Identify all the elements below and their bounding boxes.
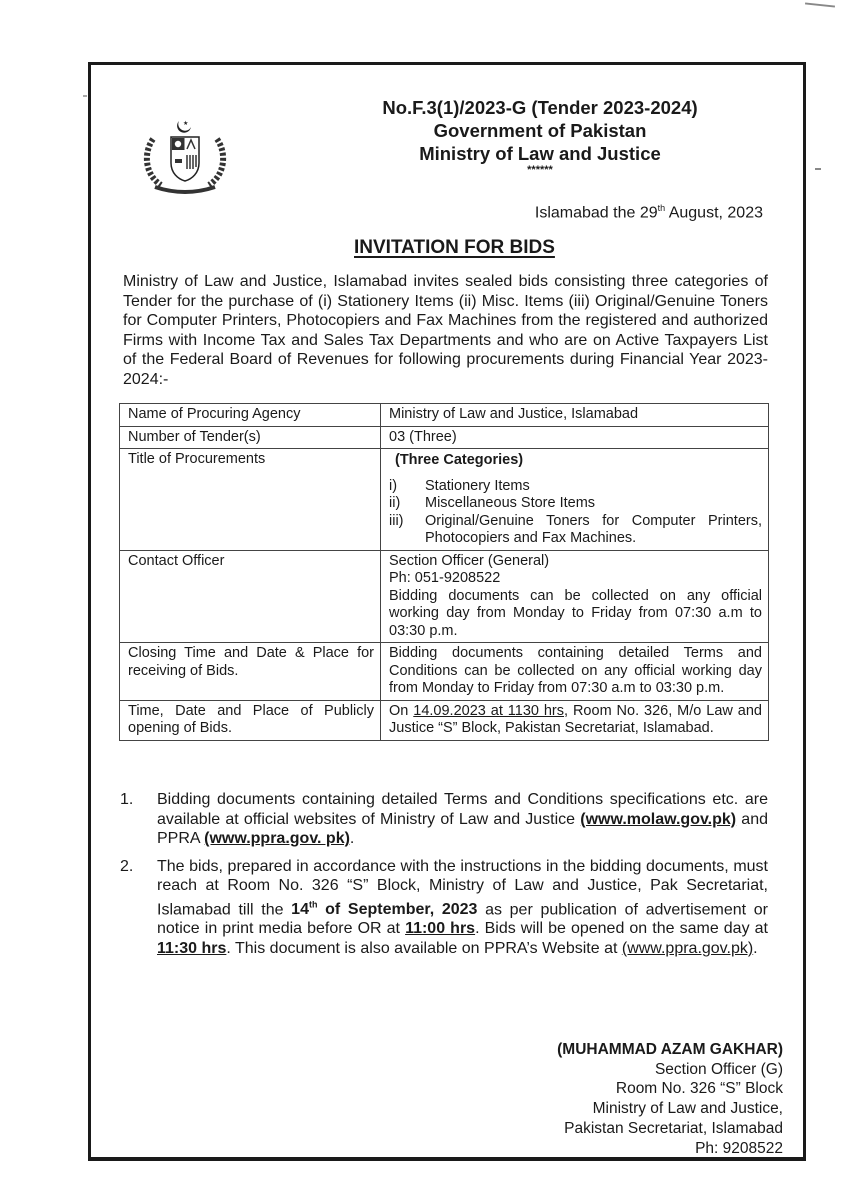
deadline-rest: of September, 2023 [317, 900, 478, 918]
row-value: Bidding documents containing detailed Terms and Conditions can be collected on any official working day from Monday to Friday from 07:30 a.m to 03:30 p.m. [381, 643, 769, 701]
table-row [120, 550, 769, 643]
scan-mark [815, 168, 821, 170]
signatory-room: Room No. 326 “S” Block [615, 1080, 783, 1098]
scan-mark [805, 2, 835, 7]
ministry-name: Ministry of Law and Justice [419, 143, 661, 164]
item-number: ii) [389, 495, 401, 511]
note-item [120, 790, 768, 849]
note-number: 2. [120, 857, 134, 875]
page-title: INVITATION FOR BIDS [354, 237, 555, 258]
signatory-address: Pakistan Secretariat, Islamabad [564, 1119, 783, 1137]
table-row [120, 643, 769, 701]
categories-heading: (Three Categories) [395, 452, 524, 468]
category-list [389, 478, 762, 548]
date-prefix: Islamabad the 29 [534, 204, 658, 222]
note-text-part: . [349, 830, 355, 847]
list-item [389, 478, 762, 496]
row-key: Contact Officer [120, 550, 381, 643]
date-line [535, 203, 763, 222]
note-text-part: . [753, 939, 758, 957]
row-value [381, 449, 769, 551]
signatory-designation: Section Officer (G) [654, 1060, 783, 1078]
header-separator: ****** [527, 164, 553, 176]
government-name: Government of Pakistan [433, 120, 647, 141]
table-row [120, 404, 769, 427]
collection-info: Bidding documents can be collected on any official working day from Monday to Friday from 07:30 a.m to 03:30 p.m. [389, 587, 762, 639]
ppra-website-link[interactable]: (www.ppra.gov.pk) [621, 939, 754, 957]
note-text-part: The bids, prepared in accordance with the instructions in the bidding documents, must reach at Room No. 326 “S” Block, Ministry of Law and Justice, Pak Secretariat, Islamabad till the [157, 857, 768, 918]
closing-time: 11:00 hrs [405, 920, 476, 938]
item-text: Miscellaneous Store Items [425, 495, 596, 511]
item-number: i) [389, 477, 398, 494]
item-text: Stationery Items [425, 477, 530, 494]
opening-place: , Room No. 326, M/o Law and Justice “S” Block, Pakistan Secretariat, Islamabad. [389, 702, 762, 736]
list-item [389, 495, 762, 513]
row-key: Title of Procurements [120, 449, 381, 551]
molaw-link[interactable]: (www.molaw.gov.pk) [580, 810, 737, 828]
procurement-details-table [119, 403, 769, 741]
row-value [381, 550, 769, 643]
date-suffix: August, 2023 [665, 204, 763, 222]
date-ordinal: th [657, 203, 666, 213]
scan-mark [83, 95, 87, 97]
deadline-date [291, 901, 477, 918]
table-row [120, 449, 769, 551]
contact-designation: Section Officer (General) [389, 552, 550, 569]
note-text [157, 790, 768, 849]
state-emblem-icon [135, 115, 235, 200]
note-text-part: Bidding documents containing detailed Terms and Conditions specifications etc. are available at official websites of Ministry of Law and Justice [157, 791, 768, 828]
document-header [330, 96, 750, 175]
deadline-day: 14 [291, 900, 309, 918]
row-value [381, 700, 769, 740]
row-key: Number of Tender(s) [120, 426, 381, 449]
note-text-part: as per publication of advertisement or notice in print media before OR at [157, 900, 768, 938]
file-number: No.F.3(1)/2023-G (Tender 2023-2024) [382, 97, 698, 118]
opening-time: 11:30 hrs [157, 939, 227, 957]
row-key: Closing Time and Date & Place for receiving of Bids. [120, 643, 381, 701]
opening-prefix: On [389, 702, 414, 719]
item-number: iii) [389, 512, 404, 529]
notes-list [120, 790, 768, 966]
note-item [120, 857, 768, 959]
table-row [120, 700, 769, 740]
note-number: 1. [120, 791, 134, 808]
row-key: Name of Procuring Agency [120, 404, 381, 427]
note-text-part: . This document is also available on PPRA’s Website at [226, 939, 622, 957]
deadline-ordinal: th [308, 899, 318, 910]
intro-paragraph: Ministry of Law and Justice, Islamabad invites sealed bids consisting three categories of Tender for the purchase of (i) Stationery Items (ii) Misc. Items (iii) Original/Genuine Toners for Computer Printers, Photocopiers and Fax Machines from the registered and authorized Firms with Income Tax and Sales Tax Departments and who are on Active Taxpayers List of the Federal Board of Revenues for following procurements during Financial Year 2023-2024:- [123, 273, 768, 388]
signatory-name: (MUHAMMAD AZAM GAKHAR) [557, 1041, 783, 1058]
opening-date-time: 14.09.2023 at 1130 hrs [413, 702, 565, 719]
ppra-link[interactable]: (www.ppra.gov. pk) [204, 830, 350, 847]
svg-text:★: ★ [183, 120, 189, 127]
signatory-ministry: Ministry of Law and Justice, [592, 1100, 783, 1118]
row-value: 03 (Three) [381, 426, 769, 449]
contact-phone: Ph: 051-9208522 [389, 570, 501, 586]
note-text-part: . Bids will be opened on the same day at [475, 920, 768, 938]
signature-block [557, 1040, 783, 1158]
table-row [120, 426, 769, 449]
note-text [157, 857, 768, 959]
list-item [389, 513, 762, 548]
row-key: Time, Date and Place of Publicly opening of Bids. [120, 700, 381, 740]
row-value: Ministry of Law and Justice, Islamabad [381, 404, 769, 427]
signatory-phone: Ph: 9208522 [695, 1139, 783, 1157]
item-text: Original/Genuine Toners for Computer Printers, Photocopiers and Fax Machines. [425, 512, 762, 546]
note-text-part: and PPRA [157, 810, 769, 847]
